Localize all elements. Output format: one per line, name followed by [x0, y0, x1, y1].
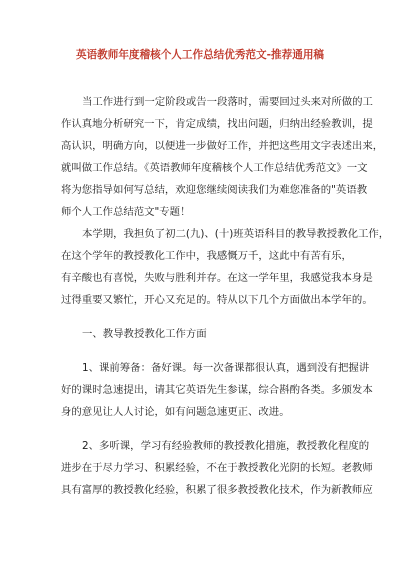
- paragraph-line: 2、多听课，学习有经验教师的教授教化措施，教授教化程度的: [82, 440, 370, 452]
- paragraph-line: 就叫做工作总结。《英语教师年度稽核个人工作总结优秀范文》一文: [61, 162, 368, 174]
- paragraph-line: 师个人工作总结范文"专题！: [61, 206, 191, 218]
- paragraph-line: 身的意见让人人讨论，如有问题急速更正、改进。: [61, 406, 290, 418]
- paragraph-line: 高认识，明确方向，以便进一步做好工作，并把这些用文字表述出来，: [61, 140, 384, 152]
- paragraph-line: 具有富厚的教授教化经验，积累了很多教授教化技术，作为新教师应: [61, 484, 373, 496]
- paragraph-line: 进步在于尽力学习、积累经验，不在于教授教化光阴的长短。老教师: [61, 462, 373, 474]
- section-heading: 一、教导教授教化工作方面: [82, 328, 207, 340]
- paragraph-line: 有辛酸也有喜悦，失败与胜利并存。在这一学年里，我感觉我本身是: [61, 272, 373, 284]
- paragraph-line: 将为您指导如何写总结，欢迎您继续阅读我们为难您准备的"英语教: [61, 184, 368, 196]
- paragraph-line: 在这个学年的教授教化工作中，我感慨万千，这此中有苦有乐，: [61, 250, 352, 262]
- paragraph-line: 1、课前筹备：备好课。每一次备课都很认真，遇到没有把握讲: [82, 362, 370, 374]
- paragraph-line: 当工作进行到一定阶段或告一段落时，需要回过头来对所做的工: [82, 96, 373, 108]
- paragraph-line: 本学期，我担负了初二(九)、(十)班英语科目的教导教授教化工作，: [82, 228, 390, 240]
- paragraph-line: 作认真地分析研究一下，肯定成绩，找出问题，归纳出经验教训，提: [61, 118, 373, 130]
- paragraph-line: 好的课时急速提出，请其它英语先生参谋，综合斟酌各类。多颁发本: [61, 384, 373, 396]
- paragraph-line: 过得重要又繁忙，开心又充足的。特从以下几个方面做出本学年的。: [61, 294, 373, 306]
- document-title: 英语教师年度稽核个人工作总结优秀范文-推荐通用稿: [75, 49, 325, 61]
